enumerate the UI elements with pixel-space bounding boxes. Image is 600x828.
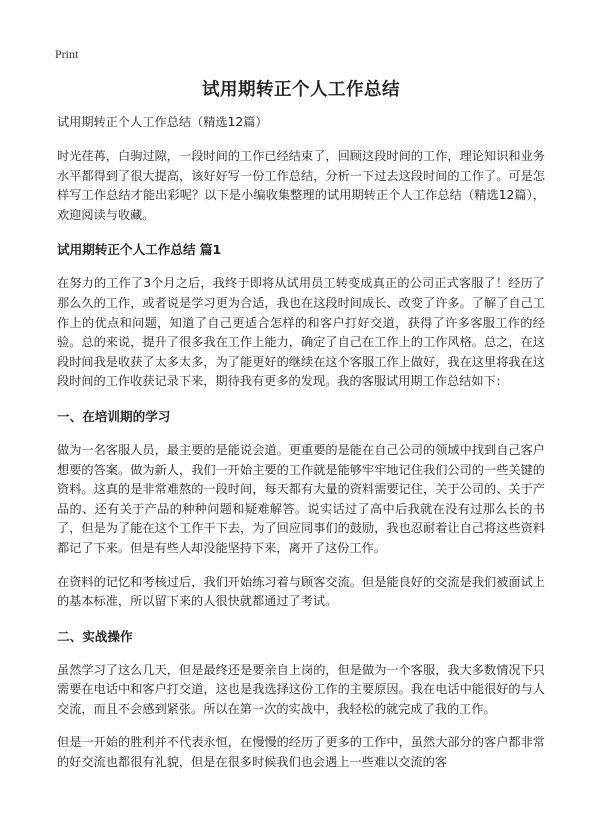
paragraph-5: 但是一开始的胜利并不代表永恒，在慢慢的经历了更多的工作中，虽然大部分的客户都非常的好交流也都很有礼貌，但是在很多时候我们也会遇上一些难以交流的客 bbox=[57, 735, 545, 770]
heading-training: 一、在培训期的学习 bbox=[57, 408, 171, 424]
print-link[interactable]: Print bbox=[55, 47, 79, 61]
paragraph-1: 在努力的工作了3个月之后，我终于即将从试用员工转变成真正的公司正式客服了！经历了那么久的工作，或者说是学习更为合适，我也在这段时间成长、改变了许多。了解了自己工作上的优点和问题，知道了自己更适合怎样的和客户打好交道，获得了许多客服工作的经验。总的来说，提升了很多我在工作上能力，确定了自己在工作上的工作风格。总之，在这段时间我是收获了太多太多，为了能更好的继续在这个客服工作上做好，我在这里将我在这段时间的工作收获记录下来，期待我有更多的发现。我的客服试用期工作总结如下： bbox=[57, 276, 545, 389]
page-subtitle: 试用期转正个人工作总结（精选12篇） bbox=[57, 115, 268, 129]
paragraph-3: 在资料的记忆和考核过后，我们开始练习着与顾客交流。但是能良好的交流是我们被面试上的基本标准，所以留下来的人很快就都通过了考试。 bbox=[57, 574, 545, 609]
intro-paragraph: 时光荏苒，白驹过隙，一段时间的工作已经结束了，回顾这段时间的工作，理论知识和业务水平都得到了很大提高，该好好写一份工作总结，分析一下过去这段时间的工作了。可是怎样写工作总结才能出彩呢？以下是小编收集整理的试用期转正个人工作总结（精选12篇），欢迎阅读与收藏。 bbox=[57, 149, 545, 222]
heading-practice: 二、实战操作 bbox=[57, 628, 133, 644]
page-title: 试用期转正个人工作总结 bbox=[202, 80, 400, 100]
document-body bbox=[57, 76, 545, 787]
paragraph-2: 做为一名客服人员，最主要的是能说会道。更重要的是能在自己公司的领域中找到自己客户想要的答案。做为新人，我们一开始主要的工作就是能够牢牢地记住我们公司的一些关键的资料。这真的是非常难熬的一段时间，每天都有大量的资料需要记住，关于公司的、关于产品的、还有关于产品的种种问题和疑难解答。说实话过了高中后我就在没有过那么长的书了，但是为了能在这个工作干下去，为了回应同事们的鼓励，我也忍耐着让自己将这些资料都记了下来。但是有些人却没能坚持下来，离开了这份工作。 bbox=[57, 442, 545, 555]
section-title: 试用期转正个人工作总结 篇1 bbox=[57, 242, 222, 258]
paragraph-4: 虽然学习了这么几天，但是最终还是要亲自上岗的，但是做为一个客服，我大多数情况下只需要在电话中和客户打交道，这也是我选择这份工作的主要原因。我在电话中能很好的与人交流，而且不会感到紧张。所以在第一次的实战中，我轻松的就完成了我的工作。 bbox=[57, 662, 545, 716]
